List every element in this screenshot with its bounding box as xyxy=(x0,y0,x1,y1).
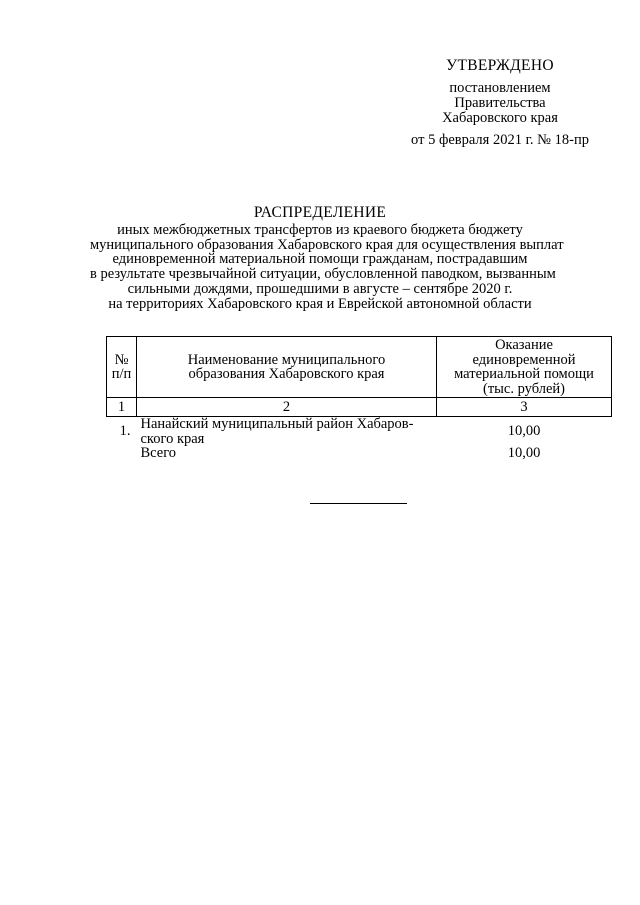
column-number-row xyxy=(107,398,612,417)
document-title: РАСПРЕДЕЛЕНИЕ xyxy=(253,204,387,221)
column-number: 3 xyxy=(437,398,612,417)
row-number: 1. xyxy=(119,423,131,440)
column-number: 2 xyxy=(137,398,437,417)
approval-date: от 5 февраля 2021 г. № 18-пр xyxy=(411,132,589,148)
closing-separator-line xyxy=(310,503,407,504)
table-header-row xyxy=(107,337,612,398)
subtitle-line: в результате чрезвычайной ситуации, обусловленной паводком, вызванным xyxy=(90,266,556,283)
document-subtitle xyxy=(90,222,564,312)
approval-line: Правительства xyxy=(454,95,546,111)
approval-block xyxy=(395,58,605,148)
row-name: Нанайский муниципальный район Хабаров- ского края xyxy=(140,416,414,447)
subtitle-line: муниципального образования Хабаровского края для осуществления выплат xyxy=(90,236,564,253)
distribution-table xyxy=(106,336,612,461)
header-aid-amount: Оказание единовременной материальной помощи (тыс. рублей) xyxy=(437,337,612,398)
table-row xyxy=(107,417,612,447)
column-number: 1 xyxy=(107,398,137,417)
header-number: № п/п xyxy=(107,337,137,398)
subtitle-line: на территориях Хабаровского края и Еврейской автономной области xyxy=(108,295,532,312)
subtitle-line: сильными дождями, прошедшими в августе – сентябре 2020 г. xyxy=(127,280,513,297)
subtitle-line: единовременной материальной помощи гражданам, пострадавшим xyxy=(112,251,528,268)
subtitle-line: иных межбюджетных трансфертов из краевого бюджета бюджету xyxy=(117,222,523,238)
total-label: Всего xyxy=(140,445,177,461)
approval-line: постановлением xyxy=(449,80,551,96)
approval-line: Хабаровского края xyxy=(442,110,558,126)
approval-heading: УТВЕРЖДЕНО xyxy=(446,57,554,74)
header-name: Наименование муниципального образования Хабаровского края xyxy=(137,337,437,398)
row-amount: 10,00 xyxy=(507,423,541,440)
total-amount: 10,00 xyxy=(507,445,541,461)
total-row xyxy=(107,446,612,461)
